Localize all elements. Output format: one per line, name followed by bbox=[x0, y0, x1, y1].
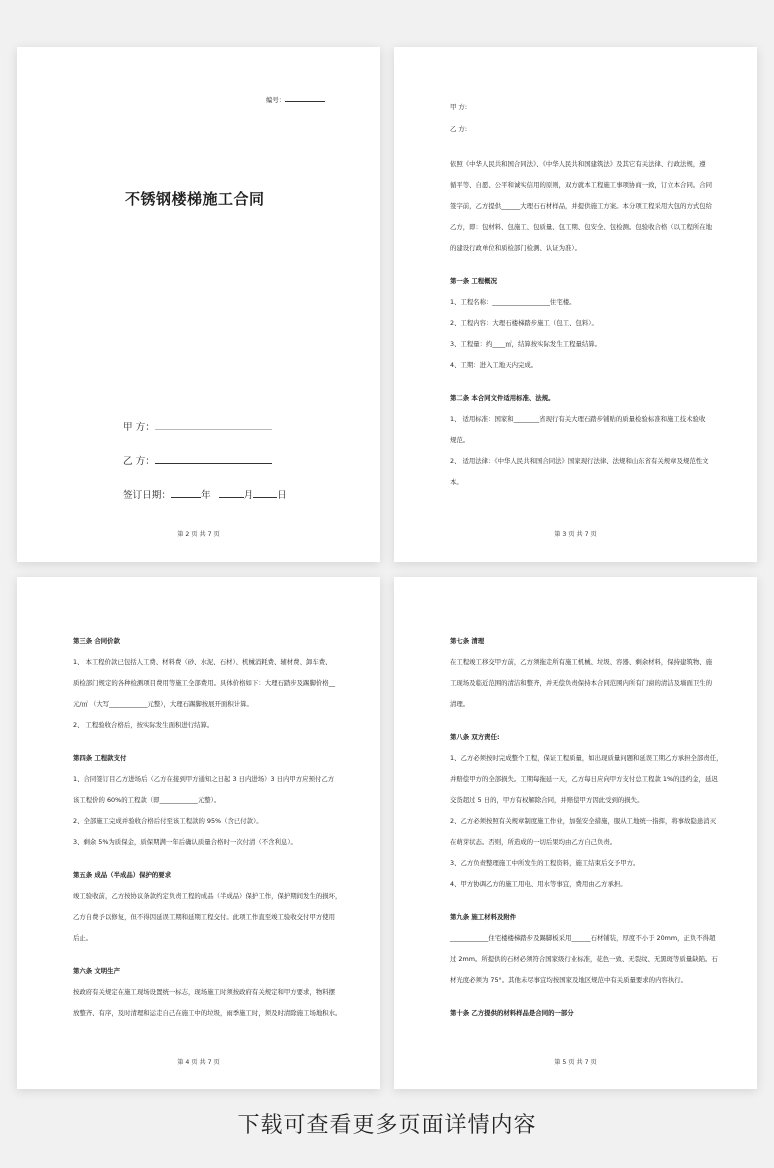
body-line: 1、 本工程价款已包括人工费、材料费（砂、水泥、石材）、机械消耗费、辅材费、卸车费、 bbox=[73, 658, 332, 666]
month-label: 月 bbox=[243, 490, 254, 501]
page-body bbox=[450, 154, 712, 493]
sign-date-line bbox=[123, 487, 287, 501]
body-line: 清理。 bbox=[450, 700, 470, 708]
paragraph-gap bbox=[450, 259, 712, 271]
paragraph-gap bbox=[450, 715, 722, 727]
paragraph-gap bbox=[73, 853, 341, 865]
body-line: 2、工程内容：大理石楼梯踏步施工（包工、包料）。 bbox=[450, 319, 598, 327]
body-line: 过 2mm。所提供的石材必须符合国家级行业标准，花色一致、无裂纹、无黑斑等质量缺陷。石 bbox=[450, 955, 718, 963]
page-footer: 第 4 页 共 7 页 bbox=[177, 1059, 220, 1066]
section-heading: 第十条 乙方提供的材料样品是合同的一部分 bbox=[450, 1009, 574, 1017]
sign-date-label: 签订日期： bbox=[123, 490, 171, 501]
section-heading: 第四条 工程款支付 bbox=[73, 754, 127, 762]
section-heading: 第三条 合同价款 bbox=[73, 637, 120, 645]
body-line: 并赔偿甲方的全部损失。工期每拖延一天，乙方每日应向甲方支付总工程款 1%的违约金，延迟 bbox=[450, 775, 718, 783]
body-line: 2、全部施工完成并验收合格后付至该工程款的 95%（含已付款）。 bbox=[73, 817, 263, 825]
body-line: 1、 适用标准：国家和________省现行有关大理石踏步铺贴的质量检验标准和施工技术验收 bbox=[450, 415, 706, 423]
section-heading: 第一条 工程概况 bbox=[450, 277, 497, 285]
section-heading: 第二条 本合同文件适用标准、法规。 bbox=[450, 394, 555, 402]
section-heading: 第九条 施工材料及附件 bbox=[450, 913, 517, 921]
section-heading: 第六条 文明生产 bbox=[73, 967, 120, 975]
paragraph-gap bbox=[450, 376, 712, 388]
body-line: 1、乙方必须按时完成整个工程，保证工程质量，如出现质量问题和延误工期乙方承担全部责任， bbox=[450, 754, 723, 762]
body-line: 放整齐、有序，及时清理和运走自己在施工中的垃圾，雨季施工时，须及时清除施工场地积水。 bbox=[73, 1009, 342, 1017]
page-body bbox=[450, 631, 722, 1024]
section-heading: 第八条 双方责任: bbox=[450, 733, 500, 741]
body-line: 4、甲方协调乙方的施工用电、用水等事宜，费用由乙方承担。 bbox=[450, 880, 627, 888]
day-label: 日 bbox=[277, 490, 287, 501]
page-footer: 第 3 页 共 7 页 bbox=[554, 531, 597, 538]
contract-title: 不锈钢楼梯施工合同 bbox=[125, 190, 265, 208]
party-b-blank bbox=[155, 454, 272, 464]
body-line: 4、工期：进入工地天内完成。 bbox=[450, 361, 538, 369]
body-line: ____________住宅楼楼梯踏步及踢脚板采用______石材铺装，厚度不小于 20mm，正负不得超 bbox=[450, 934, 716, 942]
day-blank bbox=[253, 488, 277, 498]
body-line: 交货超过 5 日的，甲方有权解除合同，并赔偿甲方因此受到的损失。 bbox=[450, 796, 644, 804]
party-b-line bbox=[123, 453, 272, 467]
paragraph-gap bbox=[73, 736, 341, 748]
party-a-label: 甲 方： bbox=[123, 422, 155, 433]
body-line: 规范。 bbox=[450, 436, 470, 444]
party-a-heading: 甲 方: bbox=[450, 103, 467, 111]
paragraph-gap bbox=[450, 895, 722, 907]
contract-number-label: 编号： bbox=[266, 96, 286, 104]
body-line: 乙方自费予以修复，但不得因延误工期和延期工程交付。此项工作直至竣工验收交付甲方使用 bbox=[73, 913, 336, 921]
body-line: 循平等、自愿、公平和诚实信用的原则，双方就本工程施工事项协商一致，订立本合同。合同 bbox=[450, 181, 713, 189]
body-line: 后止。 bbox=[73, 934, 93, 942]
party-b-label: 乙 方： bbox=[123, 456, 155, 467]
page-footer: 第 2 页 共 7 页 bbox=[177, 531, 220, 538]
section-heading: 第七条 清理 bbox=[450, 637, 485, 645]
body-line: 的建设行政单位和质检部门检测、认证为准）。 bbox=[450, 244, 582, 252]
section-heading: 第五条 成品（半成品）保护的要求 bbox=[73, 871, 172, 879]
body-line: 按政府有关规定在施工现场设置统一标志，现场施工时须按政府有关规定和甲方要求，物料摆 bbox=[73, 988, 336, 996]
body-line: 元/㎡ （大写____________元整），大理石踢脚按展开面积计算。 bbox=[73, 700, 253, 708]
body-line: 材光度必须为 75°。其他未尽事宜均按国家及地区规范中有关质量要求的内容执行。 bbox=[450, 976, 688, 984]
contract-page-4 bbox=[17, 577, 380, 1089]
body-line: 工现场及临近范围的清洁和整齐，并无偿负责保持本合同范围内所有门窗的清洁及墙面卫生的 bbox=[450, 679, 713, 687]
contract-page-2 bbox=[17, 47, 380, 562]
body-line: 依照《中华人民共和国合同法》、《中华人民共和国建筑法》及其它有关法律、行政法规，遵 bbox=[450, 160, 706, 168]
body-line: 本。 bbox=[450, 478, 463, 486]
month-blank bbox=[219, 488, 244, 498]
contract-number-field bbox=[266, 92, 325, 105]
party-a-blank bbox=[155, 420, 272, 430]
contract-page-3 bbox=[394, 47, 757, 562]
body-line: 2、 工程验收合格后，按实际发生面积进行结算。 bbox=[73, 721, 214, 729]
body-line: 在工程竣工移交甲方前，乙方须拖走所有施工机械、垃圾、容器、剩余材料，保持建筑物、施 bbox=[450, 658, 713, 666]
body-line: 2、乙方必须按照有关规章制度施工作业，加强安全措施，服从工地统一指挥，将事故隐患消灭 bbox=[450, 817, 717, 825]
download-more-caption[interactable]: 下载可查看更多页面详情内容 bbox=[237, 1113, 537, 1138]
body-line: 1、合同签订目乙方进场后（乙方在接到甲方通知之日起 3 日内进场）3 日内甲方应预付乙方 bbox=[73, 775, 335, 783]
body-line: 2、 适用法律：《中华人民共和国合同法》国家现行法律、法规和山东省有关规章及规范性文 bbox=[450, 457, 709, 465]
body-line: 签字前，乙方提供______大理石石材样品，并提供施工方案。本分项工程采用大包的方式包给 bbox=[450, 202, 713, 210]
body-line: 竣工验收前，乙方按协议条款约定负责工程的成品（半成品）保护工作，保护期间发生的损坏， bbox=[73, 892, 342, 900]
party-b-heading: 乙 方: bbox=[450, 125, 467, 133]
body-line: 3、工程量：约____㎡，结算按实际发生工程量结算。 bbox=[450, 340, 602, 348]
year-blank bbox=[171, 488, 201, 498]
paragraph-gap bbox=[450, 991, 722, 1003]
party-a-line bbox=[123, 419, 272, 433]
year-label: 年 bbox=[200, 490, 211, 501]
page-body bbox=[73, 631, 341, 1024]
body-line: 质检部门规定的各种检测项目费用等施工全部费用。具体价格如下：大理石踏步及踢脚价格__ bbox=[73, 679, 336, 687]
body-line: 3、剩余 5%为质保金，质保期满一年后确认质量合格时一次付清（不含利息）。 bbox=[73, 838, 297, 846]
body-line: 3、乙方负责整理施工中所发生的工程资料，施工结束后交予甲方。 bbox=[450, 859, 640, 867]
page-footer: 第 5 页 共 7 页 bbox=[554, 1059, 597, 1066]
body-line: 1、工程名称：__________________住宅楼。 bbox=[450, 298, 576, 306]
body-line: 乙方，即：包材料、包施工、包质量、包工期、包安全、包检测。包验收合格（以工程所在地 bbox=[450, 223, 713, 231]
contract-number-blank bbox=[285, 92, 325, 102]
contract-page-5 bbox=[394, 577, 757, 1089]
body-line: 该工程价的 60%的工程款（即____________元整）。 bbox=[73, 796, 221, 804]
body-line: 在萌芽状态。否则，所造成的一切后果均由乙方自己负责。 bbox=[450, 838, 617, 846]
paragraph-gap bbox=[73, 949, 341, 961]
